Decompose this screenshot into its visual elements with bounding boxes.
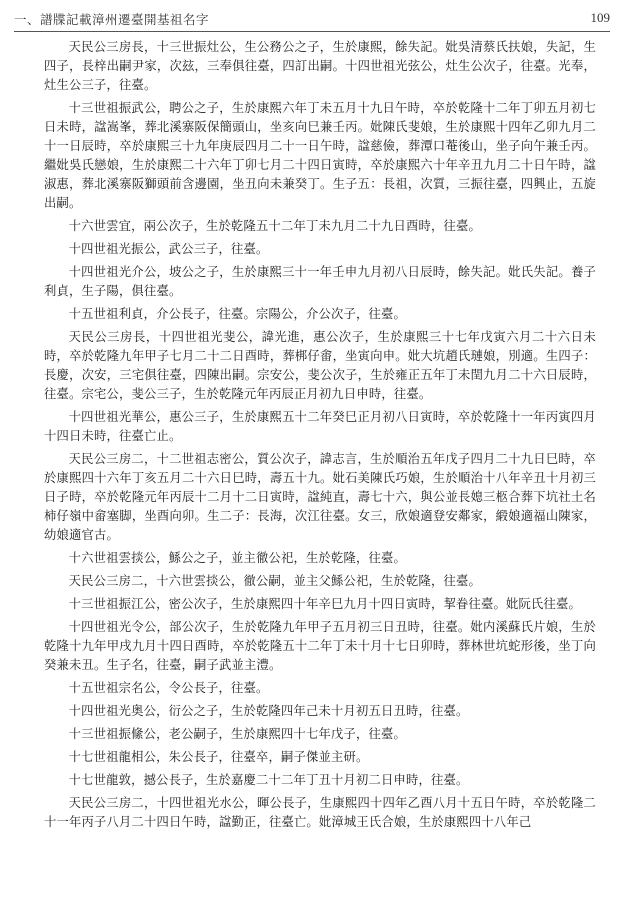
paragraph: 十四世祖光奥公，衍公之子，生於乾隆四年己未十月初五日丑時，往臺。	[68, 704, 469, 718]
paragraph: 十四世祖光令公，部公次子，生於乾隆九年甲子五月初三日丑時，往臺。妣内溪蘇氏片娘，生於乾隆十九年甲戌九月十四日酉時，卒於乾隆五十二年丁未十月十七日卯時，葬林世坑蛇形後，坐丁向癸兼未丑。生子名，往臺，嗣子武並主澧。	[44, 620, 596, 672]
paragraph: 十四世祖光華公，惠公三子，生於康熙五十二年癸巳正月初八日寅時，卒於乾隆十一年丙寅四月十四日未時，往臺亡止。	[44, 410, 596, 443]
paragraph: 十七世祖龍相公，朱公長子，往臺卒，嗣子傑並主研。	[68, 750, 369, 764]
header-divider	[14, 31, 610, 32]
paragraph: 天民公三房二，十四世祖光水公，暉公長子，生康熙四十四年乙酉八月十五日午時，卒於乾隆二十一年丙子八月二十四日午時，諡勤正，往臺亡。妣漳城王氏合娘，生於康熙四十八年己	[44, 796, 596, 829]
paragraph: 十四世祖光振公，武公三子，往臺。	[68, 242, 269, 256]
paragraph: 十七世龍敦，撼公長子，生於嘉慶二十二年丁丑十月初二日申時，往臺。	[68, 773, 469, 787]
paragraph: 天民公三房二，十二世祖志密公，質公次子，諱志言，生於順治五年戊子四月二十九日巳時，卒於康熙四十六年丁亥五月二十六日巳時，壽五十九。妣石美陳氏巧娘，生於順治十八年辛丑十月初三日子時，卒於乾隆元年丙辰十二月十二日寅時，諡純直，壽七十六，與公並長媳三柩合葬下坑社土名柿仔嶺中畲塞脚，坐酉向卯。生二子：長海，次江往臺。女三，欣娘適登安鄰家，緞娘適福山陳家，幼娘適官古。	[44, 452, 596, 542]
running-head-title: 一、譜牒記載漳州遷臺開基祖名字	[14, 12, 210, 27]
paragraph: 十三世祖振絛公，老公嗣子，生於康熙四十七年戊子，往臺。	[68, 727, 407, 741]
paragraph: 天民公三房二，十六世雲掞公，徹公嗣，並主父鯀公祀，生於乾隆，往臺。	[68, 574, 481, 588]
page-header	[14, 8, 610, 30]
paragraph: 天民公三房長，十三世振灶公，生公務公之子，生於康熙，餘失記。妣吳清蔡氏扶娘，失記，生四子，長梓出嗣尹家，次玆，三奉俱往臺，四訂出嗣。十四世祖光弦公，灶生公次子，往臺。光奉，灶生公三子，往臺。	[44, 40, 596, 92]
document-body	[44, 38, 596, 832]
paragraph: 十六世雲宜，兩公次子，生於乾隆五十二年丁未九月二十九日酉時，往臺。	[68, 219, 481, 233]
paragraph: 十四世祖光介公，坡公之子，生於康熙三十一年壬申九月初八日辰時，餘失記。妣氏失記。養子利貞，生子陽，俱往臺。	[44, 265, 596, 298]
paragraph: 十五世祖宗名公，令公長子，往臺。	[68, 681, 269, 695]
paragraph: 十三世祖振江公，密公次子，生於康熙四十年辛巳九月十四日寅時，挈眷往臺。妣阮氏往臺。	[68, 597, 581, 611]
paragraph: 十六世祖雲掞公，鯀公之子，並主徹公祀，生於乾隆，往臺。	[68, 551, 407, 565]
paragraph: 十五世祖利貞，介公長子，往臺。宗陽公，介公次子，往臺。	[68, 307, 407, 321]
paragraph: 十三世祖振武公，聘公之子，生於康熙六年丁未五月十九日午時，卒於乾隆十二年丁卯五月初七日未時，諡嵩峯，葬北溪寨阪保簡頭山，坐亥向巳兼壬丙。妣陳氏斐娘，生於康熙十四年乙卯九月二十一日辰時，卒於康熙三十九年庚辰四月二十一日午時，諡慈儉，葬潭口菴後山，坐子向午兼壬丙。繼妣吳氏戀娘，生於康熙二十六年丁卯七月二十四日寅時，卒於康熙六十年辛丑九月二十日午時，諡淑惠，葬北溪寨阪獅頭前含邊園，坐丑向未兼癸丁。生子五：長祖，次質，三振往臺，四興止，五旋出嗣。	[44, 101, 596, 210]
page-number: 109	[590, 10, 610, 25]
paragraph: 天民公三房長，十四世祖光斐公，諱光進，惠公次子，生於康熙三十七年戊寅六月二十六日未時，卒於乾隆九年甲子七月二十二日酉時，葬梆仔畬，坐寅向申。妣大坑趙氏璉娘，別適。生四子：長慶，次安，三宅俱往臺，四陳出嗣。宗安公，斐公次子，生於雍正五年丁未閏九月二十六日辰時，往臺。宗宅公，斐公三子，生於乾隆元年丙辰正月初九日申時，往臺。	[44, 330, 596, 401]
